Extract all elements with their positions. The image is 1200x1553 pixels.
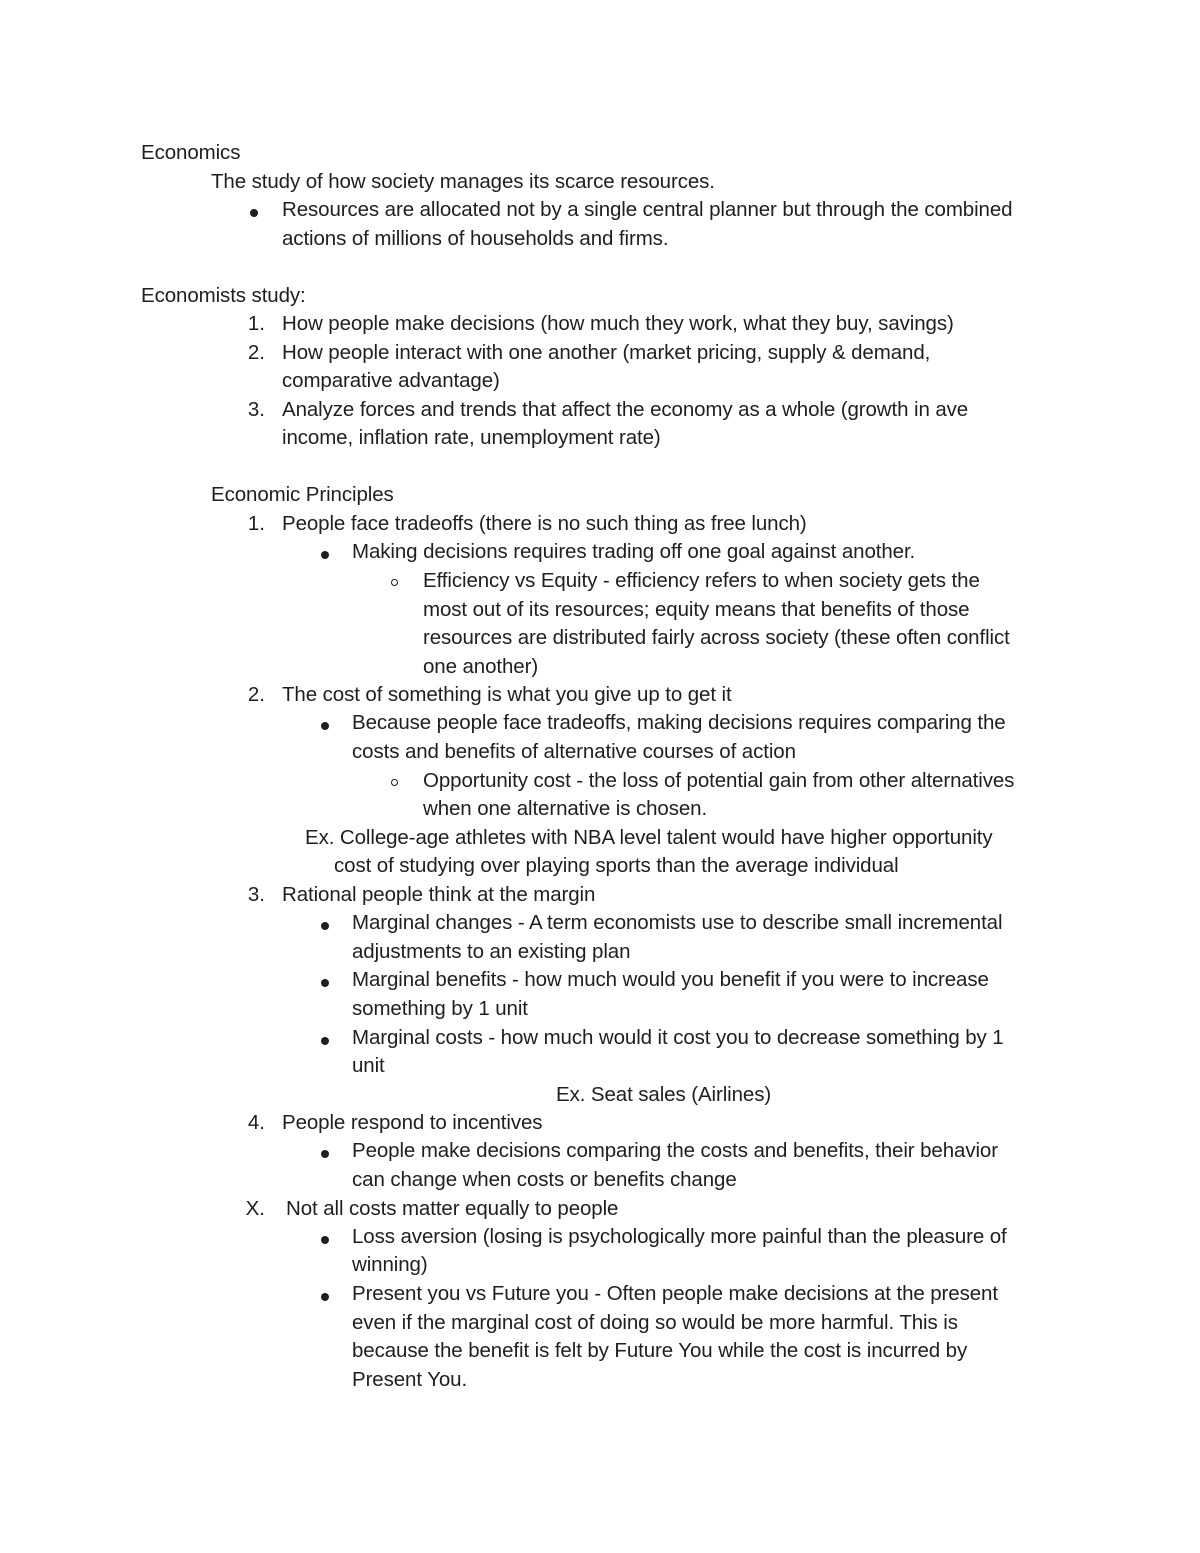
bullet-text: Because people face tradeoffs, making decisions requires comparing the: [352, 711, 1006, 734]
list-marker: X.: [245, 1197, 265, 1220]
sub-bullet-text: most out of its resources; equity means that benefits of those: [423, 598, 970, 621]
economists-heading: Economists study:: [141, 284, 306, 307]
principle-title: Not all costs matter equally to people: [286, 1197, 619, 1220]
document-title: Economics: [141, 141, 241, 164]
bullet-text: winning): [352, 1253, 428, 1276]
list-item-text: How people make decisions (how much they work, what they buy, savings): [282, 312, 954, 335]
bullet-icon: [321, 1037, 329, 1045]
hollow-bullet-icon: [391, 579, 398, 586]
principles-heading: Economic Principles: [211, 483, 394, 506]
bullet-text: Present you vs Future you - Often people make decisions at the present: [352, 1282, 998, 1305]
bullet-text: because the benefit is felt by Future You while the cost is incurred by: [352, 1339, 968, 1362]
bullet-text: Marginal changes - A term economists use to describe small incremental: [352, 911, 1003, 934]
list-marker: 3.: [247, 883, 265, 906]
bullet-text: something by 1 unit: [352, 997, 528, 1020]
sub-bullet-text: one another): [423, 655, 539, 678]
list-marker: 2.: [247, 683, 265, 706]
bullet-icon: [321, 922, 329, 930]
list-marker: 3.: [247, 398, 265, 421]
bullet-icon: [250, 209, 258, 217]
sub-bullet-text: Opportunity cost - the loss of potential gain from other alternatives: [423, 769, 1015, 792]
bullet-text: unit: [352, 1054, 385, 1077]
list-item-text: comparative advantage): [282, 369, 500, 392]
list-marker: 4.: [247, 1111, 265, 1134]
bullet-text: Present You.: [352, 1368, 468, 1391]
bullet-icon: [321, 979, 329, 987]
bullet-text: Making decisions requires trading off one goal against another.: [352, 540, 916, 563]
bullet-text: Resources are allocated not by a single central planner but through the combined: [282, 198, 1013, 221]
definition-text: The study of how society manages its scarce resources.: [211, 170, 715, 193]
principle-title: People face tradeoffs (there is no such thing as free lunch): [282, 512, 807, 535]
principle-title: The cost of something is what you give up to get it: [282, 683, 732, 706]
list-marker: 1.: [247, 312, 265, 335]
sub-bullet-text: resources are distributed fairly across society (these often conflict: [423, 626, 1010, 649]
example-text: Ex. College-age athletes with NBA level talent would have higher opportunity: [305, 826, 993, 849]
bullet-icon: [321, 1236, 329, 1244]
bullet-text: People make decisions comparing the costs and benefits, their behavior: [352, 1139, 998, 1162]
bullet-text: even if the marginal cost of doing so would be more harmful. This is: [352, 1311, 958, 1334]
bullet-text: costs and benefits of alternative courses of action: [352, 740, 796, 763]
example-text: cost of studying over playing sports than the average individual: [334, 854, 899, 877]
bullet-text: actions of millions of households and firms.: [282, 227, 669, 250]
list-item-text: Analyze forces and trends that affect the economy as a whole (growth in ave: [282, 398, 969, 421]
bullet-icon: [321, 722, 329, 730]
list-marker: 1.: [247, 512, 265, 535]
bullet-text: Marginal costs - how much would it cost you to decrease something by 1: [352, 1026, 1004, 1049]
bullet-text: Marginal benefits - how much would you benefit if you were to increase: [352, 968, 989, 991]
list-item-text: How people interact with one another (market pricing, supply & demand,: [282, 341, 931, 364]
bullet-icon: [321, 1293, 329, 1301]
bullet-text: can change when costs or benefits change: [352, 1168, 737, 1191]
bullet-text: adjustments to an existing plan: [352, 940, 631, 963]
bullet-icon: [321, 551, 329, 559]
bullet-icon: [321, 1150, 329, 1158]
principle-title: People respond to incentives: [282, 1111, 543, 1134]
example-text: Ex. Seat sales (Airlines): [556, 1083, 772, 1106]
principle-title: Rational people think at the margin: [282, 883, 596, 906]
list-marker: 2.: [247, 341, 265, 364]
list-item-text: income, inflation rate, unemployment rate): [282, 426, 661, 449]
hollow-bullet-icon: [391, 779, 398, 786]
bullet-text: Loss aversion (losing is psychologically more painful than the pleasure of: [352, 1225, 1007, 1248]
sub-bullet-text: when one alternative is chosen.: [423, 797, 708, 820]
sub-bullet-text: Efficiency vs Equity - efficiency refers to when society gets the: [423, 569, 980, 592]
